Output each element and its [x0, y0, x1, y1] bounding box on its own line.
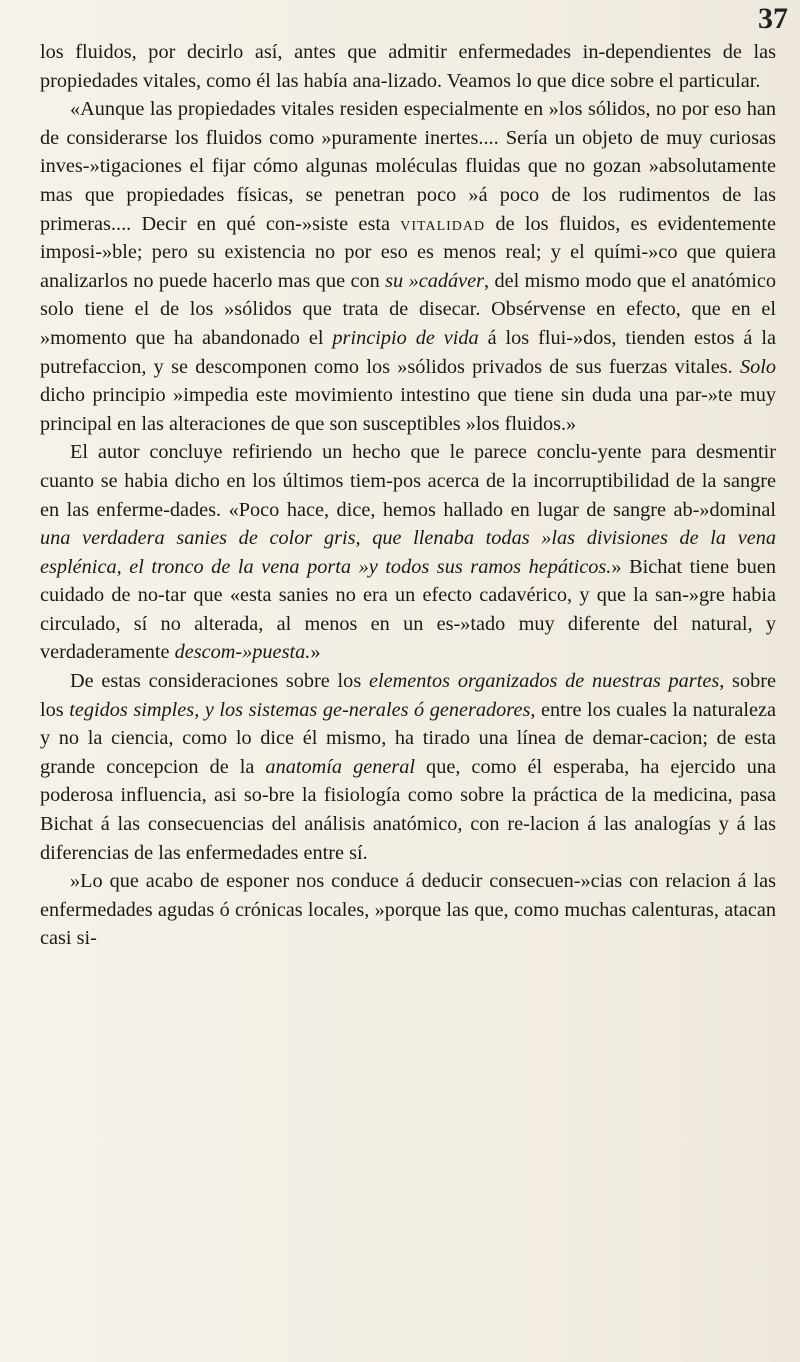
italic-run: elementos organizados de nuestras partes — [368, 670, 720, 693]
paragraph — [40, 38, 776, 95]
text-run: á los flui-»dos, tienden estos á la putrefaccion, y se descomponen como los »sólidos privados de sus fuerzas vitales. — [40, 326, 776, 378]
italic-run: principio de vida — [332, 326, 479, 349]
paragraph — [40, 667, 776, 867]
body-text — [40, 38, 776, 953]
text-run: los fluidos, por decirlo así, antes que admitir enfermedades in-dependientes de las propiedades vitales, como él las había ana-lizado. Veamos lo que dice sobre el particular. — [40, 41, 776, 92]
text-run: , del mismo modo que el anatómico solo tiene el de los »sólidos que trata de disecar. Obsérvense en efecto, que en el »momento que ha abandonado el — [40, 269, 777, 349]
italic-run: una verdadera sanies de color gris, que llenaba todas »las divisiones de la vena esplénica, el tronco de la vena porta »y todos sus ramos hepáticos. — [40, 527, 776, 578]
italic-run: tegidos simples, y los sistemas ge-nerales ó generadores — [69, 698, 531, 721]
paragraph — [40, 867, 776, 953]
italic-run: su »cadáver — [385, 269, 485, 292]
text-run: , sobre los — [40, 670, 776, 721]
text-run: de los fluidos, es evidentemente imposi-»ble; pero su existencia no por eso es menos real; y el quími-»co que quiera analizarlos no puede hacerlo mas que con — [40, 212, 777, 292]
text-run: De estas consideraciones sobre los — [70, 670, 369, 693]
text-run: »Lo que acabo de esponer nos conduce á deducir consecuen-»cias con relacion á las enfermedades agudas ó crónicas locales, »porque las que, como muchas calenturas, atacan casi si- — [40, 870, 776, 950]
italic-run: Solo — [739, 355, 776, 378]
text-run: «Aunque las propiedades vitales residen especialmente en »los sólidos, no por eso han de considerarse los fluidos como »puramente inertes.... Sería un objeto de muy curiosas inves-»tigaciones el fijar cómo algunas moléculas fluidas que no gozan »absolutamente mas que propiedades físicas, se penetran poco »á poco de los rudimentos de las primeras.... Decir en qué con-»siste esta — [40, 98, 776, 235]
text-run: » — [310, 641, 321, 664]
text-run: » Bichat tiene buen cuidado de no-tar que «esta sanies no era un efecto cadavérico, y que la san-»gre habia circulado, sí no alterada, al menos en un es-»tado muy diferente del natural, y verdaderamente — [40, 555, 777, 664]
page-number: 37 — [758, 2, 788, 35]
italic-run: descom-»puesta. — [174, 641, 311, 664]
paragraph — [40, 95, 776, 438]
small-caps-run: vitalidad — [400, 212, 486, 235]
text-run: dicho principio »impedia este movimiento intestino que tiene sin duda una par-»te muy principal en las alteraciones de que son susceptibles »los fluidos.» — [40, 384, 776, 435]
italic-run: anatomía general — [265, 755, 416, 778]
paragraph — [40, 438, 776, 667]
text-run: El autor concluye refiriendo un hecho que le parece conclu-yente para desmentir cuanto se habia dicho en los últimos tiem-pos acerca de la incorruptibilidad de la sangre en las enferme-dades. «Poco hace, dice, hemos hallado en lugar de sangre ab-»dominal — [40, 441, 776, 521]
text-run: que, como él esperaba, ha ejercido una poderosa influencia, asi so-bre la fisiología como sobre la práctica de la medicina, pasa Bichat á las consecuencias del análisis anatómico, con re-lacion á las analogías y á las diferencias de las enfermedades entre sí. — [40, 755, 777, 864]
text-run: , entre los cuales la naturaleza y no la ciencia, como lo dice él mismo, ha tirado una línea de demar-cacion; de esta grande concepcion de la — [40, 698, 776, 778]
